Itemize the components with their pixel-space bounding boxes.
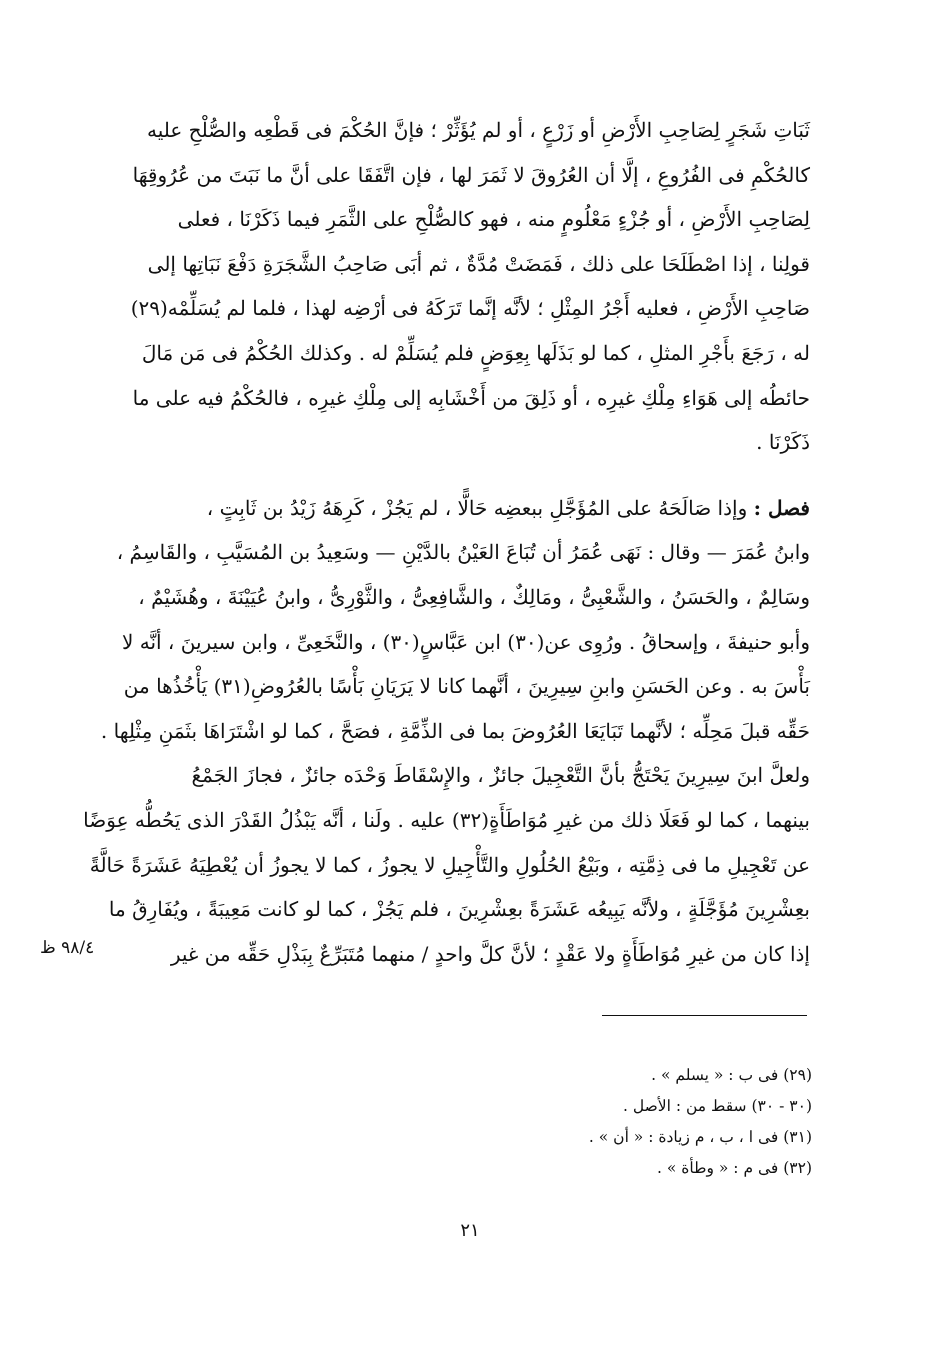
main-text xyxy=(83,108,810,976)
text-line: له ، رَجَعَ بأَجْرِ المثلِ ، كما لو بَذَلَها بِعِوَضٍ فلم يُسَلِّمْ له . وكذلك الحُكْمُ فى مَن مَالَ xyxy=(141,340,810,365)
text-line: وأبو حنيفةَ ، وإسحاقُ . ورُوِى عن(٣٠) ابن عَبَّاسٍ(٣٠) ، والنَّخَعِىِّ ، وابن سيرينَ ، أنَّه لا xyxy=(121,629,810,654)
text-line: بعِشْرِينَ مُؤَجَّلَةٍ ، ولأنَّه يَبِيعُه عَشَرَةً بعِشْرِينَ ، فلم يَجُزْ ، كما لو كانت مَعِيبَةً ، ويُفَارِقُ ما xyxy=(108,897,810,922)
paragraph-gap xyxy=(128,465,810,486)
footnotes xyxy=(440,1060,812,1184)
text-line: وسَالِمٌ ، والحَسَنُ ، والشَّعْبِىُّ ، ومَالِكٌ ، والشَّافِعِىُّ ، والثَّوْرِىُّ ، وابنُ عُيَيْنَةَ ، وهُشَيْمٌ ، xyxy=(138,584,810,609)
text-line: لِصَاحِبِ الأَرْضِ ، أو جُزْءٍ مَعْلُومٍ منه ، فهو كالصُّلْحِ على الثَّمَرِ فيما ذَكَرْنَا ، فعلى xyxy=(177,207,810,232)
text-line: ذَكَرْنَا . xyxy=(756,430,810,455)
footnote: (٢٩) فى ب : « يسلم » . xyxy=(651,1066,812,1084)
text-line: ثَبَاتِ شَجَرٍ لِصَاحِبِ الأَرْضِ أو زَرْعٍ ، أو لم يُؤَثِّرْ ؛ فإنَّ الحُكْمَ فى قَطْعِه والصُّلْحِ عليه xyxy=(147,118,810,142)
text-line xyxy=(128,486,810,531)
footnote: (٣١) فى ا ، ب ، م زيادة : « أن » . xyxy=(588,1128,812,1146)
footnote: (٣٢) فى م : « وطأة » . xyxy=(657,1159,812,1177)
section-label: فصل : xyxy=(753,495,810,520)
paragraph-2 xyxy=(83,486,810,977)
text-line: حَقِّه قبلَ مَحِلِّه ؛ لأنَّهما تَبَايَعَا العُرُوضَ بما فى الذِّمَّةِ ، فصَحَّ ، كما لو اشْتَرَاهَا بثَمَنِ مِثْلِها . xyxy=(100,718,810,743)
text-line: بينهما ، كما لو فَعَلَا ذلك من غيرِ مُوَاطَأَةٍ(٣٢) عليه . ولَنا ، أنَّه يَبْذُلُ القَدْرَ الذى يَحُطُّه عِوَضًا xyxy=(83,807,810,832)
footnote-divider xyxy=(602,1015,807,1016)
text-line: قولِنا ، إذا اصْطَلَحَا على ذلك ، فَمَضَتْ مُدَّةٌ ، ثم أبَى صَاحِبُ الشَّجَرَةِ دَفْعَ نَبَاتِها إلى xyxy=(147,251,810,276)
text-line: إذا كان من غيرِ مُوَاطَأَةٍ ولا عَقْدٍ ؛ لأنَّ كلَّ واحدٍ / منهما مُتَبَرِّعٌ بِبَذْلِ حَقِّه من غير xyxy=(170,941,810,966)
footnote: (٣٠ - ٣٠) سقط من : الأصل . xyxy=(623,1097,812,1115)
text-line: بَأْسَ به . وعن الحَسَنِ وابنِ سِيرِينَ ، أنَّهما كانا لا يَرَيَانِ بَأْسًا بالعُرُوضِ(٣١) يَأْخُذُها من xyxy=(123,674,810,699)
text-line: صَاحِبِ الأَرْضِ ، فعليه أَجْرُ المِثْلِ ؛ لأنَّه إنَّما تَرَكَهُ فى أرْضِه لهذا ، فلما لم يُسَلِّمْه(٢٩) xyxy=(130,296,810,321)
paragraph-1 xyxy=(128,108,810,465)
text-line: عن تَعْجِيلِ ما فى ذِمَّتِه ، وبَيْعُ الحُلُولِ والتَّأْجِيلِ لا يجوزُ ، كما لا يجوزُ أن يُعْطِيَهُ عَشَرَةً حَالَّةً xyxy=(89,852,810,877)
page-number: ٢١ xyxy=(460,1220,480,1241)
section-first-line: وإذا صَالَحَهُ على المُؤَجَّلِ ببعضِه حَالًّا ، لم يَجُزْ ، كَرِهَهُ زَيْدُ بن ثَابِتٍ ، xyxy=(206,495,754,520)
margin-folio-note: ٩٨/٤ ظ xyxy=(40,938,95,958)
text-line: ولعلَّ ابنَ سِيرِينَ يَحْتَجُّ بأنَّ التَّعْجِيلَ جائزٌ ، والإِسْقَاطَ وَحْدَه جائزٌ ، فجازَ الجَمْعُ xyxy=(191,763,810,788)
text-line: كالحُكْمِ فى الفُرُوعِ ، إلَّا أن العُرُوقَ لا ثَمَرَ لها ، فإن اتَّفَقَا على أنَّ ما نَبَتَ من عُرُوقِهَا xyxy=(132,162,810,187)
text-line: وابنُ عُمَرَ — وقال : نَهَى عُمَرُ أن تُبَاعَ العَيْنُ بالدَّيْنِ — وسَعِيدُ بن المُسَيَّبِ ، والقَاسِمُ ، xyxy=(116,540,810,565)
text-line: حائطُه إلى هَوَاءِ مِلْكِ غيرِه ، أو ذَلِقَ من أَخْشَابِه إلى مِلْكِ غيرِه ، فالحُكْمُ فيه على ما xyxy=(132,385,810,410)
